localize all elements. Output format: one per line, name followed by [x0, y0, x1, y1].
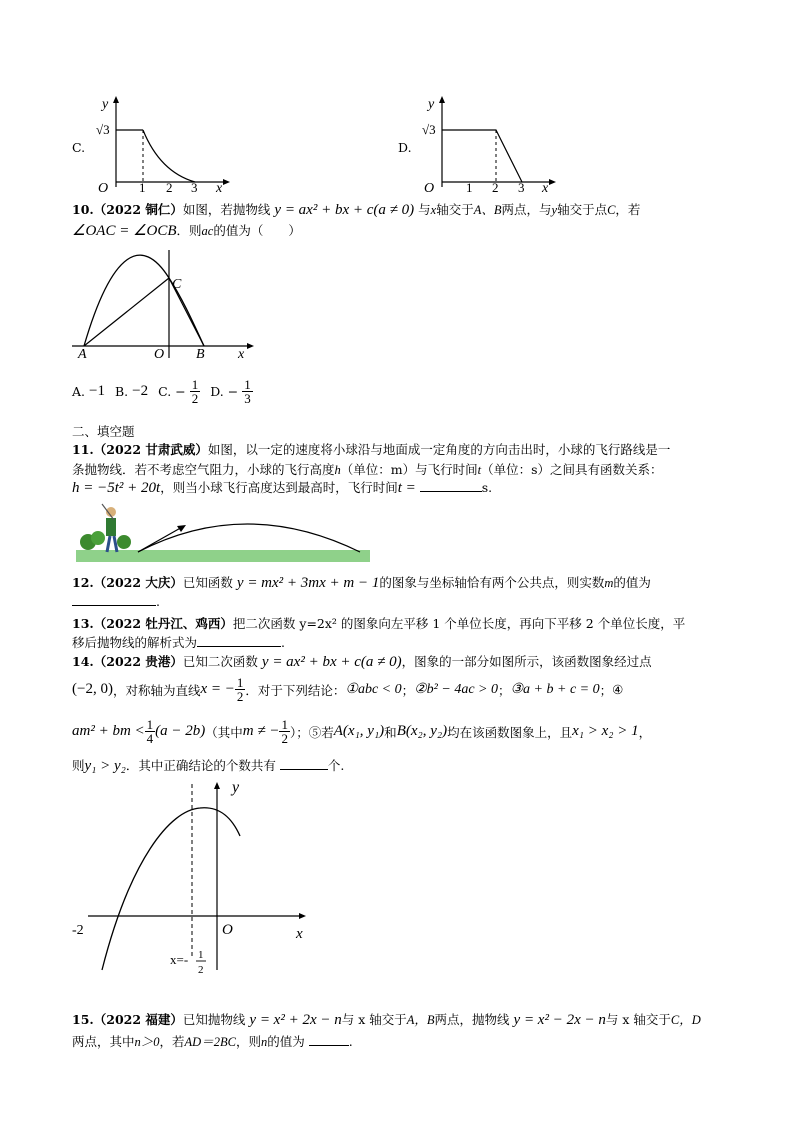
q12-answer-blank[interactable]	[72, 605, 156, 606]
svg-text:2: 2	[492, 180, 499, 194]
svg-text:3: 3	[518, 180, 525, 194]
svg-text:1: 1	[198, 949, 204, 961]
question-10: 10.（2022 铜仁）如图，若抛物线 y = ax² + bx + c(a ≠ 0) 与x轴交于A、B两点，与y轴交于点C，若	[72, 202, 641, 218]
svg-text:x: x	[542, 181, 549, 194]
svg-text:1: 1	[466, 180, 473, 194]
svg-text:-2: -2	[72, 923, 84, 938]
option-d-label: D.	[398, 140, 412, 155]
svg-text:x=-: x=-	[170, 952, 189, 967]
q10-options: A. −1 B. −2 C. − $\frac{1}{2}$ D. − $\frac{1}{3}$	[72, 377, 251, 406]
svg-text:2: 2	[166, 180, 173, 194]
q14-figure	[70, 770, 320, 980]
svg-text:y: y	[102, 97, 109, 112]
graph-option-d	[416, 92, 566, 194]
q13-answer-blank[interactable]	[197, 646, 281, 647]
question-11: 11.（2022 甘肃武威）如图，以一定的速度将小球沿与地面成一定角度的方向击出时，小球的飞行路线是一	[72, 442, 671, 457]
svg-text:y: y	[428, 97, 435, 112]
q10-figure	[72, 240, 262, 362]
sqrt3-label: √3	[96, 122, 110, 137]
svg-text:x: x	[296, 926, 303, 942]
question-14: 14.（2022 贵港）已知二次函数 y = ax² + bx + c(a ≠ 0)，图象的一部分如图所示，该函数图象经过点	[72, 654, 652, 670]
svg-text:O: O	[424, 181, 435, 194]
question-12: 12.（2022 大庆）已知函数 y = mx² + 3mx + m − 1的图象与坐标轴恰有两个公共点，则实数m的值为	[72, 575, 651, 591]
q15-answer-blank[interactable]	[309, 1045, 349, 1046]
question-10-line2: ∠OAC = ∠OCB．则ac的值为（ ）	[72, 223, 301, 239]
golf-illustration	[76, 500, 372, 566]
svg-text:x: x	[216, 181, 223, 194]
svg-text:O: O	[98, 181, 109, 194]
svg-text:y: y	[232, 779, 240, 796]
svg-text:B: B	[196, 347, 205, 362]
svg-text:√3: √3	[422, 122, 436, 137]
svg-text:O: O	[222, 922, 233, 938]
svg-text:C: C	[172, 277, 182, 292]
q11-answer-blank[interactable]	[420, 491, 482, 492]
section-heading: 二、填空题	[72, 424, 135, 439]
svg-text:1: 1	[139, 180, 146, 194]
svg-text:2: 2	[198, 964, 204, 976]
svg-text:x: x	[238, 347, 245, 362]
svg-text:3: 3	[191, 180, 198, 194]
svg-text:A: A	[78, 347, 87, 362]
graph-option-c	[90, 92, 240, 194]
option-c-label: C.	[72, 140, 86, 155]
question-13: 13.（2022 牡丹江、鸡西）把二次函数 y=2x² 的图象向左平移 1 个单位长度，再向下平移 2 个单位长度，平	[72, 616, 686, 631]
question-15: 15.（2022 福建）已知抛物线 y = x² + 2x − n与 x 轴交于A，B两点，抛物线 y = x² − 2x − n与 x 轴交于C，D	[72, 1012, 701, 1028]
svg-text:O: O	[154, 347, 165, 362]
